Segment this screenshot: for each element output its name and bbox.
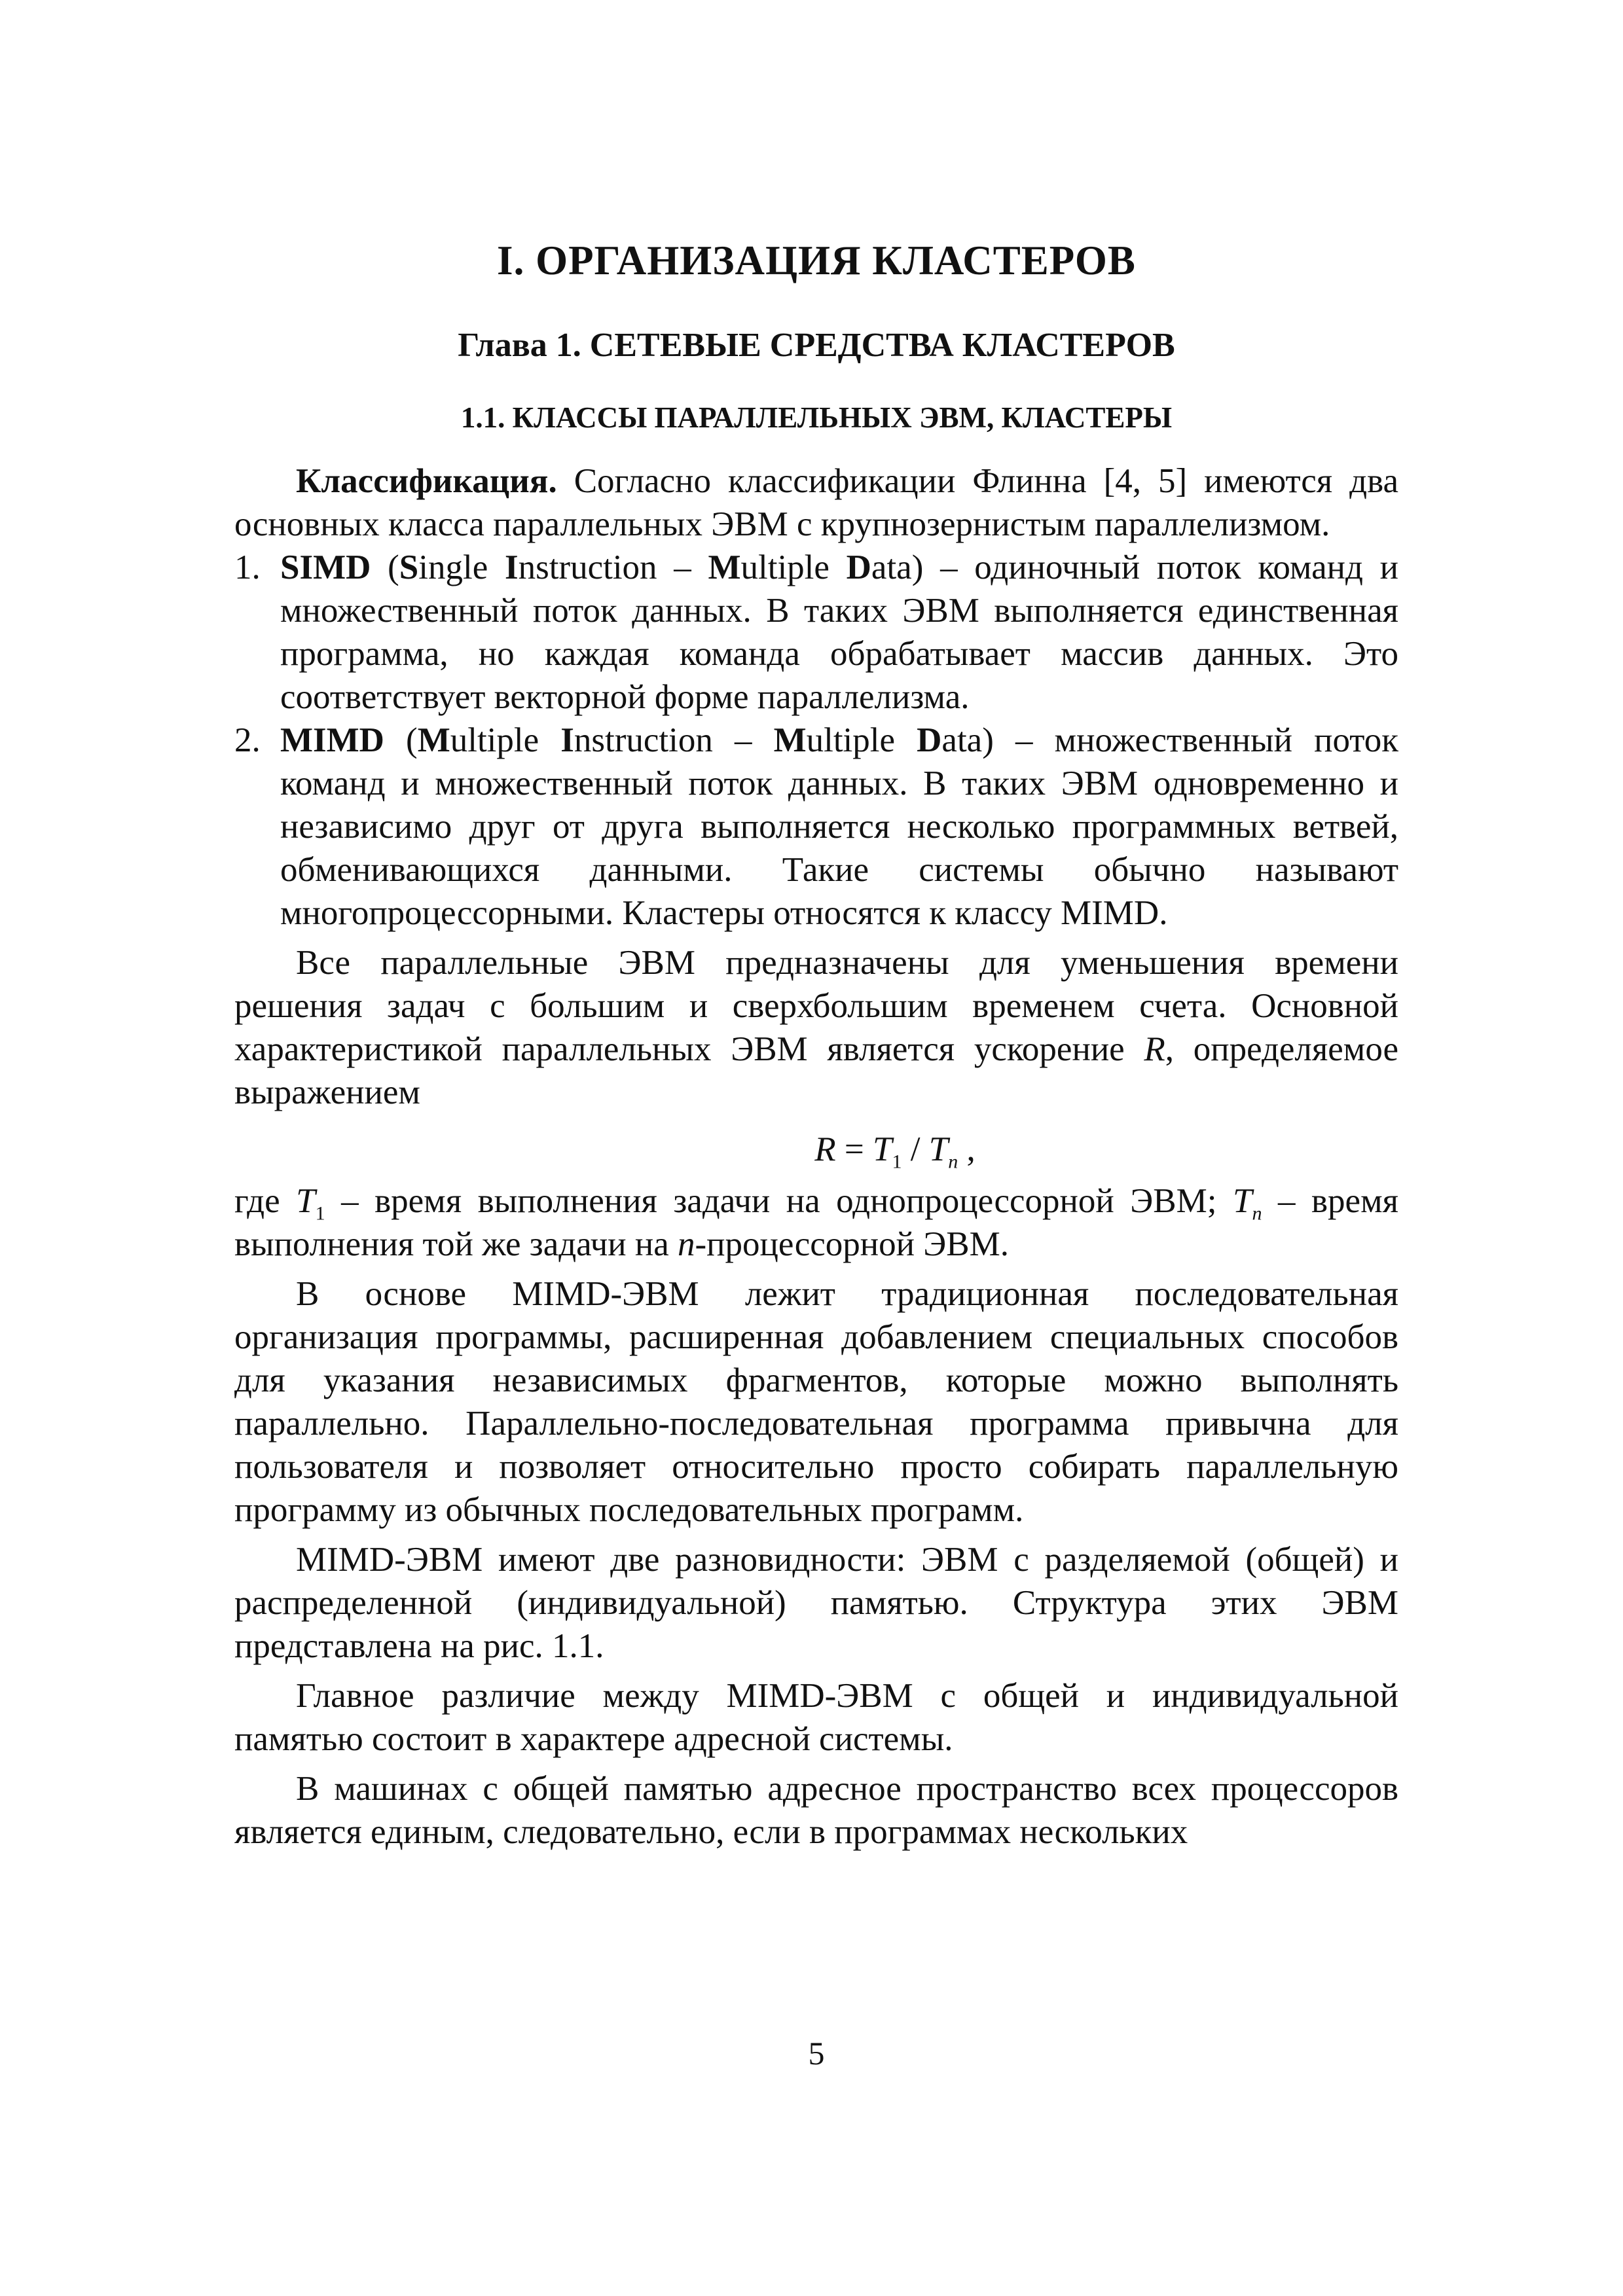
exp-text: ingle <box>418 548 505 586</box>
exp-letter: S <box>399 548 419 586</box>
part-title: I. ОРГАНИЗАЦИЯ КЛАСТЕРОВ <box>497 238 1136 283</box>
formula-t1: T <box>873 1130 892 1168</box>
exp-text: nstruction – <box>574 721 774 759</box>
exp-text: ultiple <box>740 548 847 586</box>
formula-slash: / <box>902 1130 929 1168</box>
formula-end: , <box>958 1130 976 1168</box>
exp-letter: M <box>417 721 450 759</box>
formula-lhs: R <box>814 1130 836 1168</box>
exp-letter: I <box>560 721 574 759</box>
paragraph-text: – время выполнения той же задачи на <box>234 1182 1398 1263</box>
subscript-1: 1 <box>315 1202 325 1225</box>
paragraph-text: где <box>234 1182 297 1220</box>
exp-text: ultiple <box>806 721 917 759</box>
list-text: – одиночный поток команд и множественный поток данных. В таких ЭВМ выполняется единственная программа, но каждая команда обрабатывает массив данных. Это соответствует векторной форме параллелизма. <box>280 548 1398 716</box>
paragraph: Главное различие между MIMD-ЭВМ с общей и индивидуальной памятью состоит в характере адресной системы. <box>234 1677 1398 1758</box>
page-number: 5 <box>808 2035 825 2072</box>
exp-letter: M <box>773 721 807 759</box>
variable-t: T <box>1233 1182 1252 1220</box>
body-text <box>234 459 1398 1854</box>
term: SIMD <box>280 548 371 586</box>
variable-n: n <box>678 1225 695 1263</box>
list-text: – множественный поток команд и множественный поток данных. В таких ЭВМ одновременно и независимо друг от друга выполняется несколько программных ветвей, обменивающихся данными. Такие системы обычно называют многопроцессорными. Кластеры относятся к классу MIMD. <box>280 721 1398 932</box>
variable-r: R <box>1144 1030 1165 1068</box>
intro-lead: Классификация. <box>296 462 557 500</box>
formula-tn: T <box>928 1130 949 1168</box>
paragraph-text: -процессорной ЭВМ. <box>695 1225 1009 1263</box>
exp-letter: D <box>846 548 871 586</box>
chapter-title: Глава 1. СЕТЕВЫЕ СРЕДСТВА КЛАСТЕРОВ <box>458 327 1175 364</box>
where-paragraph <box>234 1179 1398 1266</box>
classification-list <box>234 546 1398 935</box>
list-number: 2. <box>234 721 261 759</box>
list-number: 1. <box>234 548 261 586</box>
speedup-paragraph <box>234 941 1398 1114</box>
exp-text: ata <box>871 548 912 586</box>
exp-text: ultiple <box>450 721 561 759</box>
paragraph: В основе MIMD-ЭВМ лежит традиционная последовательная организация программы, расширенная добавлением специальных способов для указания независимых фрагментов, которые можно выполнять параллельно. Параллельно-последовательная программа привычна для пользователя и позволяет относительно просто собирать параллельную программу из обычных последовательных программ. <box>234 1275 1398 1529</box>
paragraph: В машинах с общей памятью адресное пространство всех процессоров является единым, следовательно, если в программах нескольких <box>234 1770 1398 1851</box>
list-item-mimd: 2. MIMD (Multiple Instruction – Multiple Data) – множественный поток команд и множественный поток данных. В таких ЭВМ одновременно и независимо друг от друга выполняется несколько программных ветвей, обменивающихся данными. Такие системы обычно называют многопроцессорными. Кластеры относятся к классу MIMD. <box>234 719 1398 935</box>
formula-sub-n: n <box>948 1151 958 1173</box>
paragraph-text: – время выполнения задачи на однопроцессорной ЭВМ; <box>325 1182 1233 1220</box>
variable-t: T <box>296 1182 316 1220</box>
subscript-n: n <box>1252 1202 1262 1225</box>
exp-text: nstruction – <box>518 548 708 586</box>
formula-eq: = <box>835 1130 873 1168</box>
intro-text: Согласно классификации Флинна [4, 5] имеются два основных класса параллельных ЭВМ с крупнозернистым параллелизмом. <box>234 462 1398 543</box>
exp-letter: M <box>708 548 741 586</box>
section-title: 1.1. КЛАССЫ ПАРАЛЛЕЛЬНЫХ ЭВМ, КЛАСТЕРЫ <box>460 401 1173 434</box>
term: MIMD <box>280 721 384 759</box>
formula-sub-1: 1 <box>892 1151 902 1173</box>
speedup-formula <box>234 1123 1398 1175</box>
exp-letter: I <box>504 548 519 586</box>
paragraph: MIMD-ЭВМ имеют две разновидности: ЭВМ с разделяемой (общей) и распределенной (индивидуальной) памятью. Структура этих ЭВМ представлена на рис. 1.1. <box>234 1541 1398 1665</box>
intro-paragraph <box>234 459 1398 546</box>
paragraph-text: , определяемое выражением <box>234 1030 1398 1111</box>
paragraph-text: Все параллельные ЭВМ предназначены для уменьшения времени решения задач с большим и сверхбольшим временем счета. Основной характеристикой параллельных ЭВМ является ускорение <box>234 944 1398 1068</box>
list-item-simd: 1. SIMD (Single Instruction – Multiple Data) – одиночный поток команд и множественный поток данных. В таких ЭВМ выполняется единственная программа, но каждая команда обрабатывает массив данных. Это соответствует векторной форме параллелизма. <box>234 546 1398 719</box>
exp-text: ata <box>941 721 983 759</box>
exp-letter: D <box>917 721 942 759</box>
